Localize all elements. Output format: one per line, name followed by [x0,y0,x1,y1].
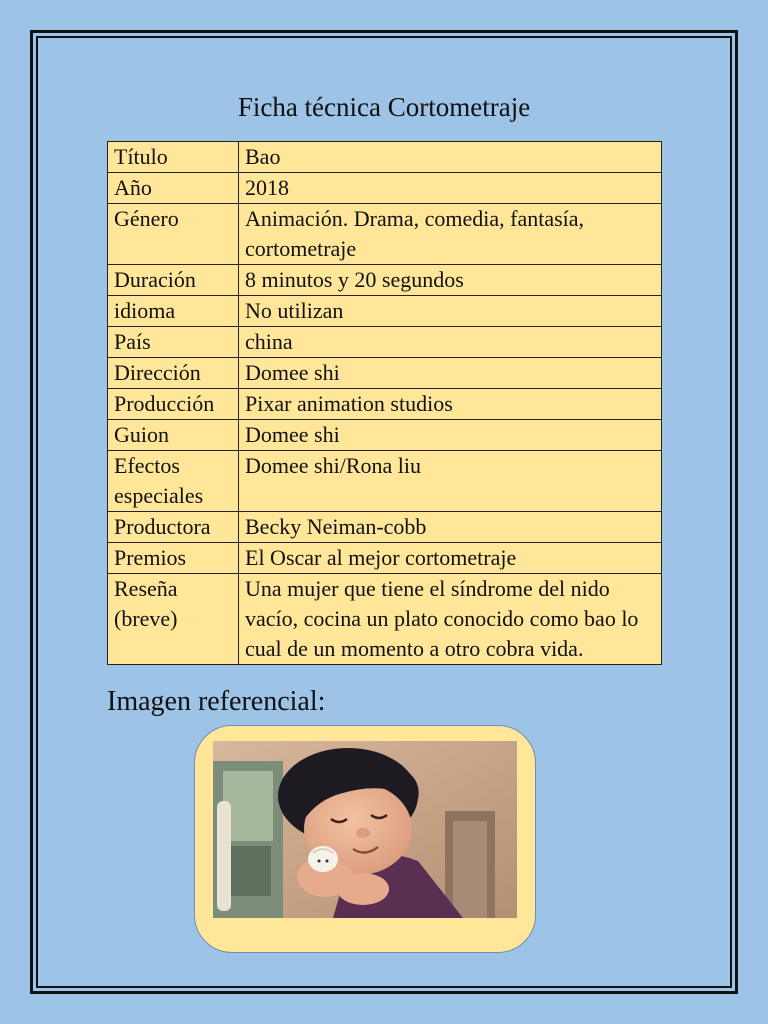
row-label: País [108,327,239,358]
row-value: Domee shi [239,358,662,389]
row-value: china [239,327,662,358]
row-value: Pixar animation studios [239,389,662,420]
row-label: Productora [108,512,239,543]
row-label: Premios [108,543,239,574]
row-label: Duración [108,265,239,296]
row-label: Efectos especiales [108,451,239,512]
bao-illustration [213,741,517,918]
row-value: El Oscar al mejor cortometraje [239,543,662,574]
table-row [108,265,662,296]
row-label: Dirección [108,358,239,389]
row-value: Becky Neiman-cobb [239,512,662,543]
table-row [108,204,662,265]
row-label: Año [108,173,239,204]
row-label: Género [108,204,239,265]
table-row [108,327,662,358]
row-value: Domee shi [239,420,662,451]
row-value: Domee shi/Rona liu [239,451,662,512]
reference-image [213,741,517,918]
table-row [108,173,662,204]
table-row [108,389,662,420]
table-row [108,574,662,665]
row-value: Una mujer que tiene el síndrome del nido vacío, cocina un plato conocido como bao lo cual de un momento a otro cobra vida. [239,574,662,665]
row-label: Guion [108,420,239,451]
table-row [108,512,662,543]
row-value: No utilizan [239,296,662,327]
document-title: Ficha técnica Cortometraje [237,92,531,122]
table-row [108,358,662,389]
image-frame [194,725,536,953]
table-row [108,543,662,574]
table-row [108,451,662,512]
row-value: 2018 [239,173,662,204]
row-value: 8 minutos y 20 segundos [239,265,662,296]
row-label: Título [108,142,239,173]
table-row [108,420,662,451]
row-value: Animación. Drama, comedia, fantasía, cortometraje [239,204,662,265]
row-label: idioma [108,296,239,327]
table-row [108,142,662,173]
row-label: Producción [108,389,239,420]
row-value: Bao [239,142,662,173]
table-row [108,296,662,327]
image-caption: Imagen referencial: [107,686,326,717]
film-info-table [107,141,662,665]
row-label: Reseña (breve) [108,574,239,665]
